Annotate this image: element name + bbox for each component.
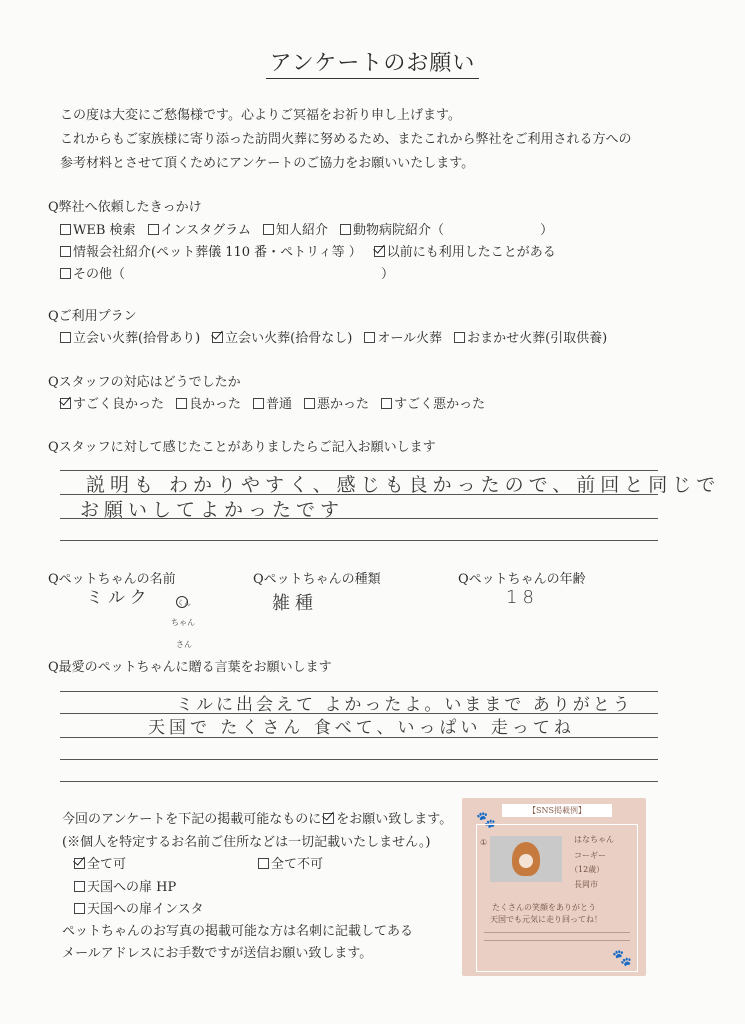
intro-line: これからもご家族様に寄り添った訪問火葬に努めるため、またこれから弊社をご利用される方への — [60, 132, 632, 147]
staff-options — [60, 393, 497, 412]
checkbox[interactable] — [176, 398, 187, 409]
checkbox[interactable] — [148, 224, 159, 235]
paren-close: ） — [381, 267, 395, 282]
handwritten-comment-line-1[interactable]: 説明も わかりやすく、感じも良かったので、前回と同じで — [86, 474, 721, 496]
card-text-placeholder — [484, 932, 630, 935]
pet-age-value[interactable]: 18 — [506, 587, 539, 608]
card-pet-name: はなちゃん — [574, 835, 614, 844]
option-info-company[interactable]: 情報会社紹介(ペット葬儀 110 番・ペトリィ等 ） — [60, 241, 362, 260]
card-message-2: 天国でも元気に走り回ってね！ — [490, 915, 602, 924]
option-plan-2[interactable]: 立会い火葬(拾骨なし) — [212, 327, 352, 346]
dog-face — [519, 854, 533, 868]
card-title: 【SNS掲載例】 — [502, 804, 612, 817]
dog-photo — [490, 836, 562, 882]
writing-line — [60, 540, 658, 541]
option-plan-3[interactable]: オール火葬 — [364, 327, 442, 346]
checkbox[interactable] — [60, 332, 71, 343]
suffix-kun[interactable]: くん — [177, 599, 191, 607]
checkbox-checked[interactable] — [60, 398, 71, 409]
checkbox[interactable] — [60, 246, 71, 257]
option-other[interactable]: その他（ — [60, 263, 125, 282]
plan-options — [60, 327, 619, 346]
pet-name-label: Qペットちゃんの名前 — [48, 572, 176, 587]
checkbox[interactable] — [60, 268, 71, 279]
card-message-1: たくさんの笑顔をありがとう — [492, 903, 596, 912]
pet-name-value[interactable]: ミルク — [86, 588, 152, 608]
photo-note-2: メールアドレスにお手数ですが送信お願い致します。 — [62, 946, 373, 961]
question-staff: Qスタッフの対応はどうでしたか — [48, 375, 241, 390]
checkbox[interactable] — [454, 332, 465, 343]
checkbox-checked[interactable] — [212, 332, 223, 343]
checkbox[interactable] — [74, 881, 85, 892]
option-all-ng[interactable]: 全て不可 — [258, 853, 323, 872]
writing-line — [60, 759, 658, 760]
question-message: Q最愛のペットちゃんに贈る言葉をお願いします — [48, 660, 332, 675]
page-title: アンケートのお願い — [0, 46, 745, 77]
option-vet[interactable]: 動物病院紹介（ — [340, 219, 444, 238]
consent-heading: 今回のアンケートを下記の掲載可能なものに をお願い致します。 — [62, 812, 453, 827]
writing-line — [60, 781, 658, 782]
card-number: ① — [480, 838, 488, 847]
checkbox[interactable] — [263, 224, 274, 235]
reason-row-2 — [60, 241, 568, 260]
card-text-placeholder — [484, 940, 630, 943]
option-web[interactable]: WEB 検索 — [60, 219, 136, 238]
paren-close: ） — [540, 223, 554, 238]
intro-line: この度は大変にご愁傷様です。心よりご冥福をお祈り申し上げます。 — [60, 108, 461, 123]
consent-note: (※個人を特定するお名前ご住所などは一切記載いたしません。) — [62, 835, 431, 850]
card-pet-breed: コーギー — [574, 851, 606, 860]
suffix-san[interactable]: さん — [176, 640, 192, 649]
paw-icon: 🐾 — [476, 810, 496, 829]
option-repeat[interactable]: 以前にも利用したことがある — [374, 241, 556, 260]
reason-row-1 — [60, 219, 553, 238]
checkbox-checked[interactable] — [374, 246, 385, 257]
pet-type-value[interactable]: 雑種 — [272, 593, 318, 614]
intro-line: 参考材料とさせて頂くためにアンケートのご協力をお願いいたします。 — [60, 156, 475, 171]
checkmark-icon — [323, 813, 334, 824]
photo-note-1: ペットちゃんのお写真の掲載可能な方は名刺に記載してある — [62, 924, 414, 939]
handwritten-message-line-1[interactable]: ミルに出会えて よかったよ。いままで ありがとう — [176, 695, 633, 715]
option-referral[interactable]: 知人紹介 — [263, 219, 328, 238]
checkbox[interactable] — [364, 332, 375, 343]
option-staff-3[interactable]: 普通 — [253, 393, 292, 412]
handwritten-comment-line-2[interactable]: お願いしてよかったです — [80, 499, 345, 521]
card-pet-city: 長岡市 — [574, 880, 598, 889]
checkbox[interactable] — [304, 398, 315, 409]
checkbox[interactable] — [258, 858, 269, 869]
option-staff-1[interactable]: すごく良かった — [60, 393, 164, 412]
option-staff-2[interactable]: 良かった — [176, 393, 241, 412]
question-plan: Qご利用プラン — [48, 309, 137, 324]
checkbox[interactable] — [74, 903, 85, 914]
suffix-chan[interactable]: ちゃん — [171, 618, 195, 627]
pet-type-label: Qペットちゃんの種類 — [253, 572, 381, 587]
checkbox[interactable] — [253, 398, 264, 409]
checkbox-checked[interactable] — [74, 858, 85, 869]
reason-row-3 — [60, 263, 394, 282]
option-staff-5[interactable]: すごく悪かった — [381, 393, 485, 412]
checkbox[interactable] — [60, 224, 71, 235]
option-all-ok[interactable]: 全て可 — [74, 853, 126, 872]
card-pet-age: （12歳） — [570, 865, 605, 874]
option-plan-1[interactable]: 立会い火葬(拾骨あり) — [60, 327, 200, 346]
option-staff-4[interactable]: 悪かった — [304, 393, 369, 412]
sns-example-card — [462, 798, 646, 976]
question-comment: Qスタッフに対して感じたことがありましたらご記入お願いします — [48, 440, 436, 455]
pet-age-label: Qペットちゃんの年齢 — [458, 572, 586, 587]
option-instagram[interactable]: インスタグラム — [148, 219, 251, 238]
option-insta[interactable]: 天国への扉インスタ — [74, 898, 204, 917]
checkbox[interactable] — [381, 398, 392, 409]
paw-icon: 🐾 — [612, 948, 632, 967]
option-plan-4[interactable]: おまかせ火葬(引取供養) — [454, 327, 607, 346]
checkbox[interactable] — [340, 224, 351, 235]
option-hp[interactable]: 天国への扉 HP — [74, 876, 176, 895]
question-reason: Q弊社へ依頼したきっかけ — [48, 200, 202, 215]
handwritten-message-line-2[interactable]: 天国で たくさん 食べて、いっぱい 走ってね — [148, 718, 575, 738]
intro-text — [60, 104, 631, 176]
